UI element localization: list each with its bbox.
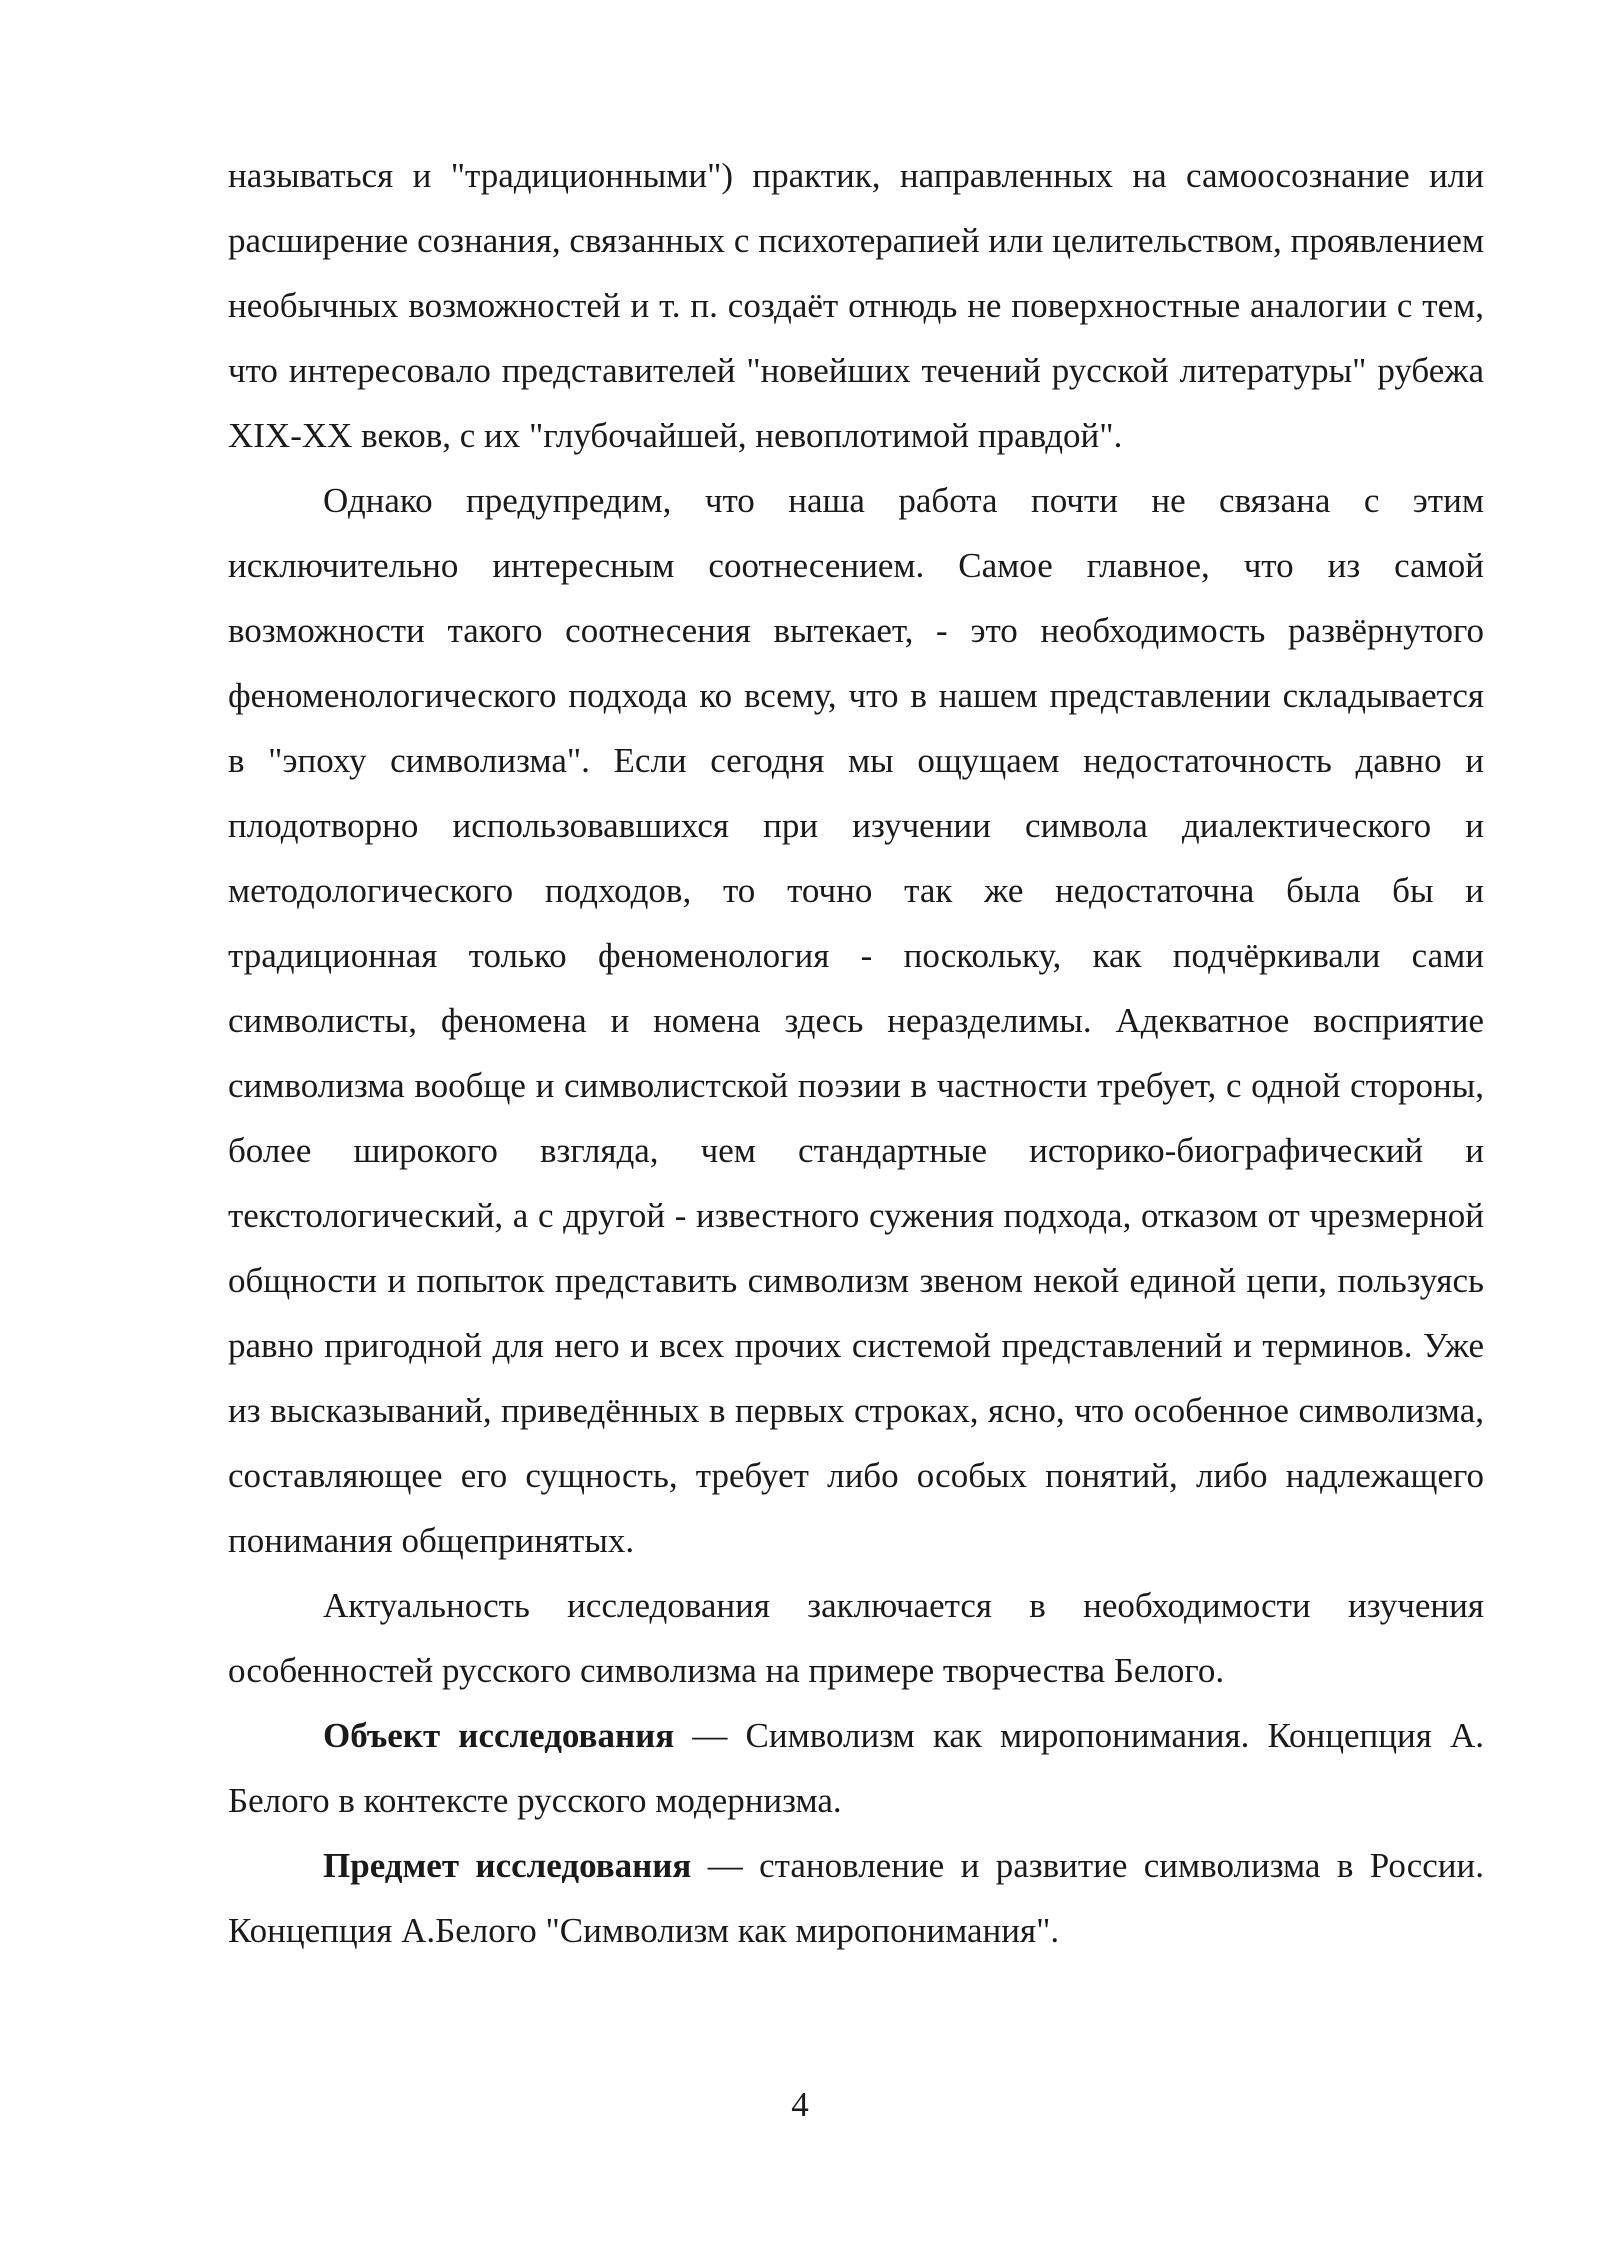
object-label: Объект исследования [323,1716,675,1755]
paragraph-relevance: Актуальность исследования заключается в необходимости изучения особенностей русского символизма на примере творчества Белого. [228,1586,1484,1690]
paragraph-continuation: называться и "традиционными") практик, направленных на самоосознание или расширение сознания, связанных с психотерапией или целительством, проявлением необычных возможностей и т. п. создаёт отнюдь не поверхностные аналогии с тем, что интересовало представителей "новейших течений русской литературы" рубежа XIX-XX веков, с их "глубочайшей, невоплотимой правдой". [228,156,1484,455]
paragraph-object [228,1703,1484,1833]
body-text [228,143,1484,1963]
page-number: 4 [791,2085,809,2124]
subject-text: — становление и развитие символизма в России. Концепция А.Белого "Символизм как миропонимания". [228,1846,1484,1950]
paragraph-subject [228,1833,1484,1963]
subject-label: Предмет исследования [323,1846,692,1885]
object-text: — Символизм как миропонимания. Концепция А. Белого в контексте русского модернизма. [228,1716,1484,1820]
paragraph-methodology: Однако предупредим, что наша работа почти не связана с этим исключительно интересным соотнесением. Самое главное, что из самой возможности такого соотнесения вытекает, - это необходимость развёрнутого феноменологического подхода ко всему, что в нашем представлении складывается в "эпоху символизма". Если сегодня мы ощущаем недостаточность давно и плодотворно использовавшихся при изучении символа диалектического и методологического подходов, то точно так же недостаточна была бы и традиционная только феноменология - поскольку, как подчёркивали сами символисты, феномена и номена здесь неразделимы. Адекватное восприятие символизма вообще и символистской поэзии в частности требует, с одной стороны, более широкого взгляда, чем стандартные историко-биографический и текстологический, а с другой - известного сужения подхода, отказом от чрезмерной общности и попыток представить символизм звеном некой единой цепи, пользуясь равно пригодной для него и всех прочих системой представлений и терминов. Уже из высказываний, приведённых в первых строках, ясно, что особенное символизма, составляющее его сущность, требует либо особых понятий, либо надлежащего понимания общепринятых. [228,481,1484,1560]
